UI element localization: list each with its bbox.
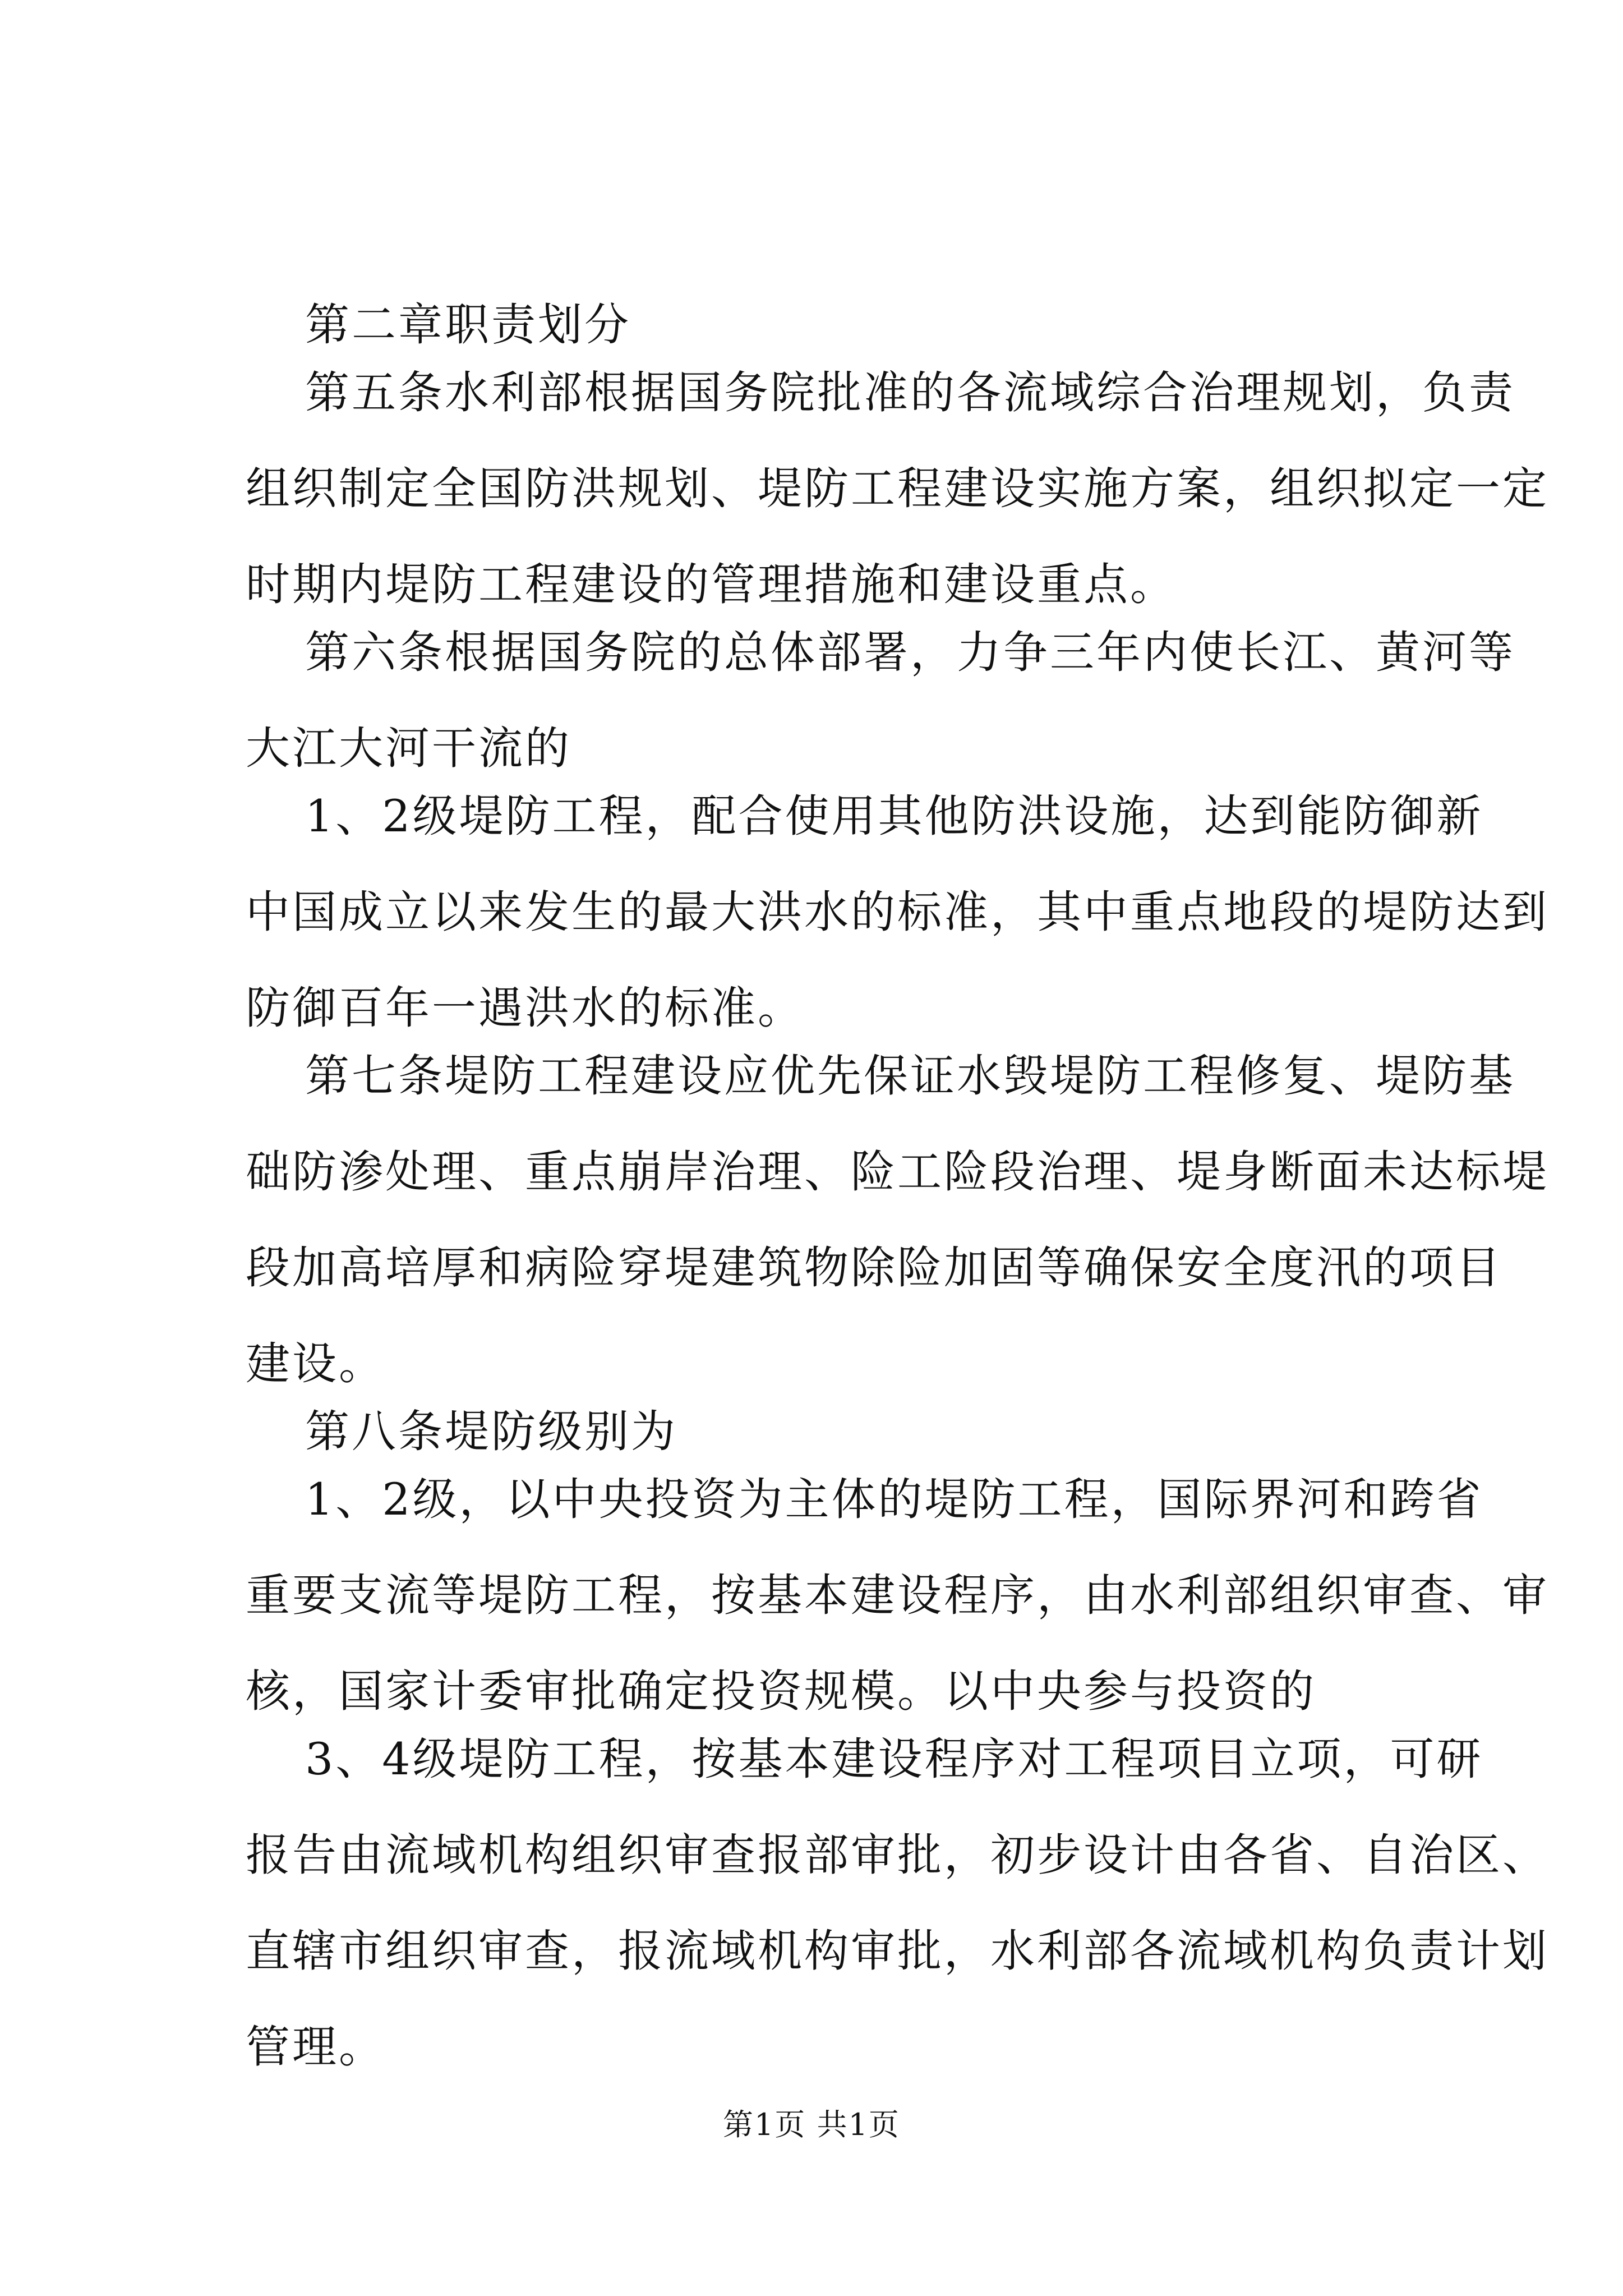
article-7-paragraph <box>246 1050 1549 1389</box>
article-8-paragraph <box>246 1407 1428 1457</box>
chapter-heading <box>246 300 1428 350</box>
text-line: 第六条根据国务院的总体部署，力争三年内使长江、黄河等 <box>305 627 1515 678</box>
text-line: 第二章职责划分 <box>305 299 631 351</box>
level-3-4-paragraph <box>246 1733 1549 2073</box>
text-line: 直辖市组织审查，报流域机构审批，水利部各流域机构负责计划 <box>246 1925 1549 1977</box>
text-line: 组织制定全国防洪规划、堤防工程建设实施方案，组织拟定一定 <box>246 463 1549 514</box>
text-line: 中国成立以来发生的最大洪水的标准，其中重点地段的堤防达到 <box>246 886 1549 938</box>
text-line: 报告由流域机构组织审查报部审批，初步设计由各省、自治区、 <box>246 1829 1549 1881</box>
text-line: 1、2级，以中央投资为主体的堤防工程，国际界河和跨省 <box>305 1474 1483 1525</box>
text-line: 核，国家计委审批确定投资规模。以中央参与投资的 <box>246 1665 1316 1717</box>
text-line: 1、2级堤防工程，配合使用其他防洪设施，达到能防御新 <box>305 790 1483 842</box>
article-6-paragraph <box>246 627 1515 774</box>
text-line: 重要支流等堤防工程，按基本建设程序，由水利部组织审查、审 <box>246 1570 1549 1621</box>
page-number-footer: 第1页 共1页 <box>723 2107 900 2142</box>
level-1-2-investment-paragraph <box>246 1474 1549 1717</box>
text-line: 时期内堤防工程建设的管理措施和建设重点。 <box>246 559 1177 610</box>
text-line: 3、4级堤防工程，按基本建设程序对工程项目立项，可研 <box>305 1733 1483 1785</box>
text-line: 第七条堤防工程建设应优先保证水毁堤防工程修复、堤防基 <box>305 1050 1515 1102</box>
document-body <box>246 299 1549 2090</box>
text-line: 防御百年一遇洪水的标准。 <box>246 982 804 1034</box>
text-line: 第八条堤防级别为 <box>305 1406 677 1457</box>
text-line: 第五条水利部根据国务院批准的各流域综合治理规划，负责 <box>305 367 1515 418</box>
text-line: 段加高培厚和病险穿堤建筑物除险加固等确保安全度汛的项目 <box>246 1242 1502 1294</box>
level-1-2-paragraph <box>246 790 1549 1034</box>
text-line: 础防渗处理、重点崩岸治理、险工险段治理、堤身断面未达标堤 <box>246 1146 1549 1198</box>
text-line: 建设。 <box>246 1338 385 1389</box>
text-line: 大江大河干流的 <box>246 723 571 774</box>
article-5-paragraph <box>246 367 1549 610</box>
text-line: 管理。 <box>246 2021 385 2073</box>
